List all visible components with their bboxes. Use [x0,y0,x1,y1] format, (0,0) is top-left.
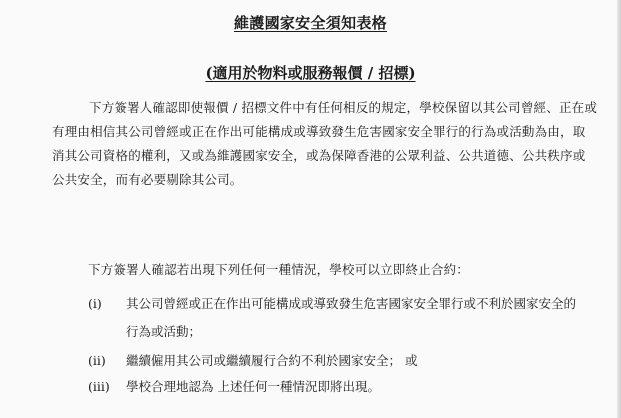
paragraph1-line2: 有理由相信其公司曾經或正在作出可能構成或導致發生危害國家安全罪行的行為或活動為由，取 [52,124,586,139]
paragraph1-line3: 消其公司資格的權利，又或為維護國家安全，或為保障香港的公眾利益、公共道德、公共秩序或 [52,148,586,163]
document-title [0,12,621,33]
paragraph1-line4: 公共安全，而有必要剔除其公司。 [52,172,243,187]
list-marker-ii: (ii) [88,353,106,368]
paragraph2: 下方簽署人確認若出現下列任何一種情況，學校可以立即終止合約： [88,262,470,277]
document-subtitle-text: (適用於物料或服務報價 / 招標) [205,64,416,82]
list-item-iii-text: 學校合理地認為 上述任何一種情況即將出現。 [126,379,380,394]
paragraph1-line1: 下方簽署人確認即使報價 / 招標文件中有任何相反的規定，學校保留以其公司曾經、正在或 [89,100,598,115]
list-marker-iii: (iii) [88,379,110,394]
list-item-i-line1: 其公司曾經或正在作出可能構成或導致發生危害國家安全罪行或不利於國家安全的 [126,296,577,311]
list-marker-i: (i) [88,296,102,311]
document-subtitle [0,62,621,83]
list-item-i-line2: 行為或活動； [126,324,202,339]
list-item-ii-text: 繼續僱用其公司或繼續履行合約不利於國家安全； 或 [126,353,418,368]
document-title-text: 維護國家安全須知表格 [233,14,387,32]
